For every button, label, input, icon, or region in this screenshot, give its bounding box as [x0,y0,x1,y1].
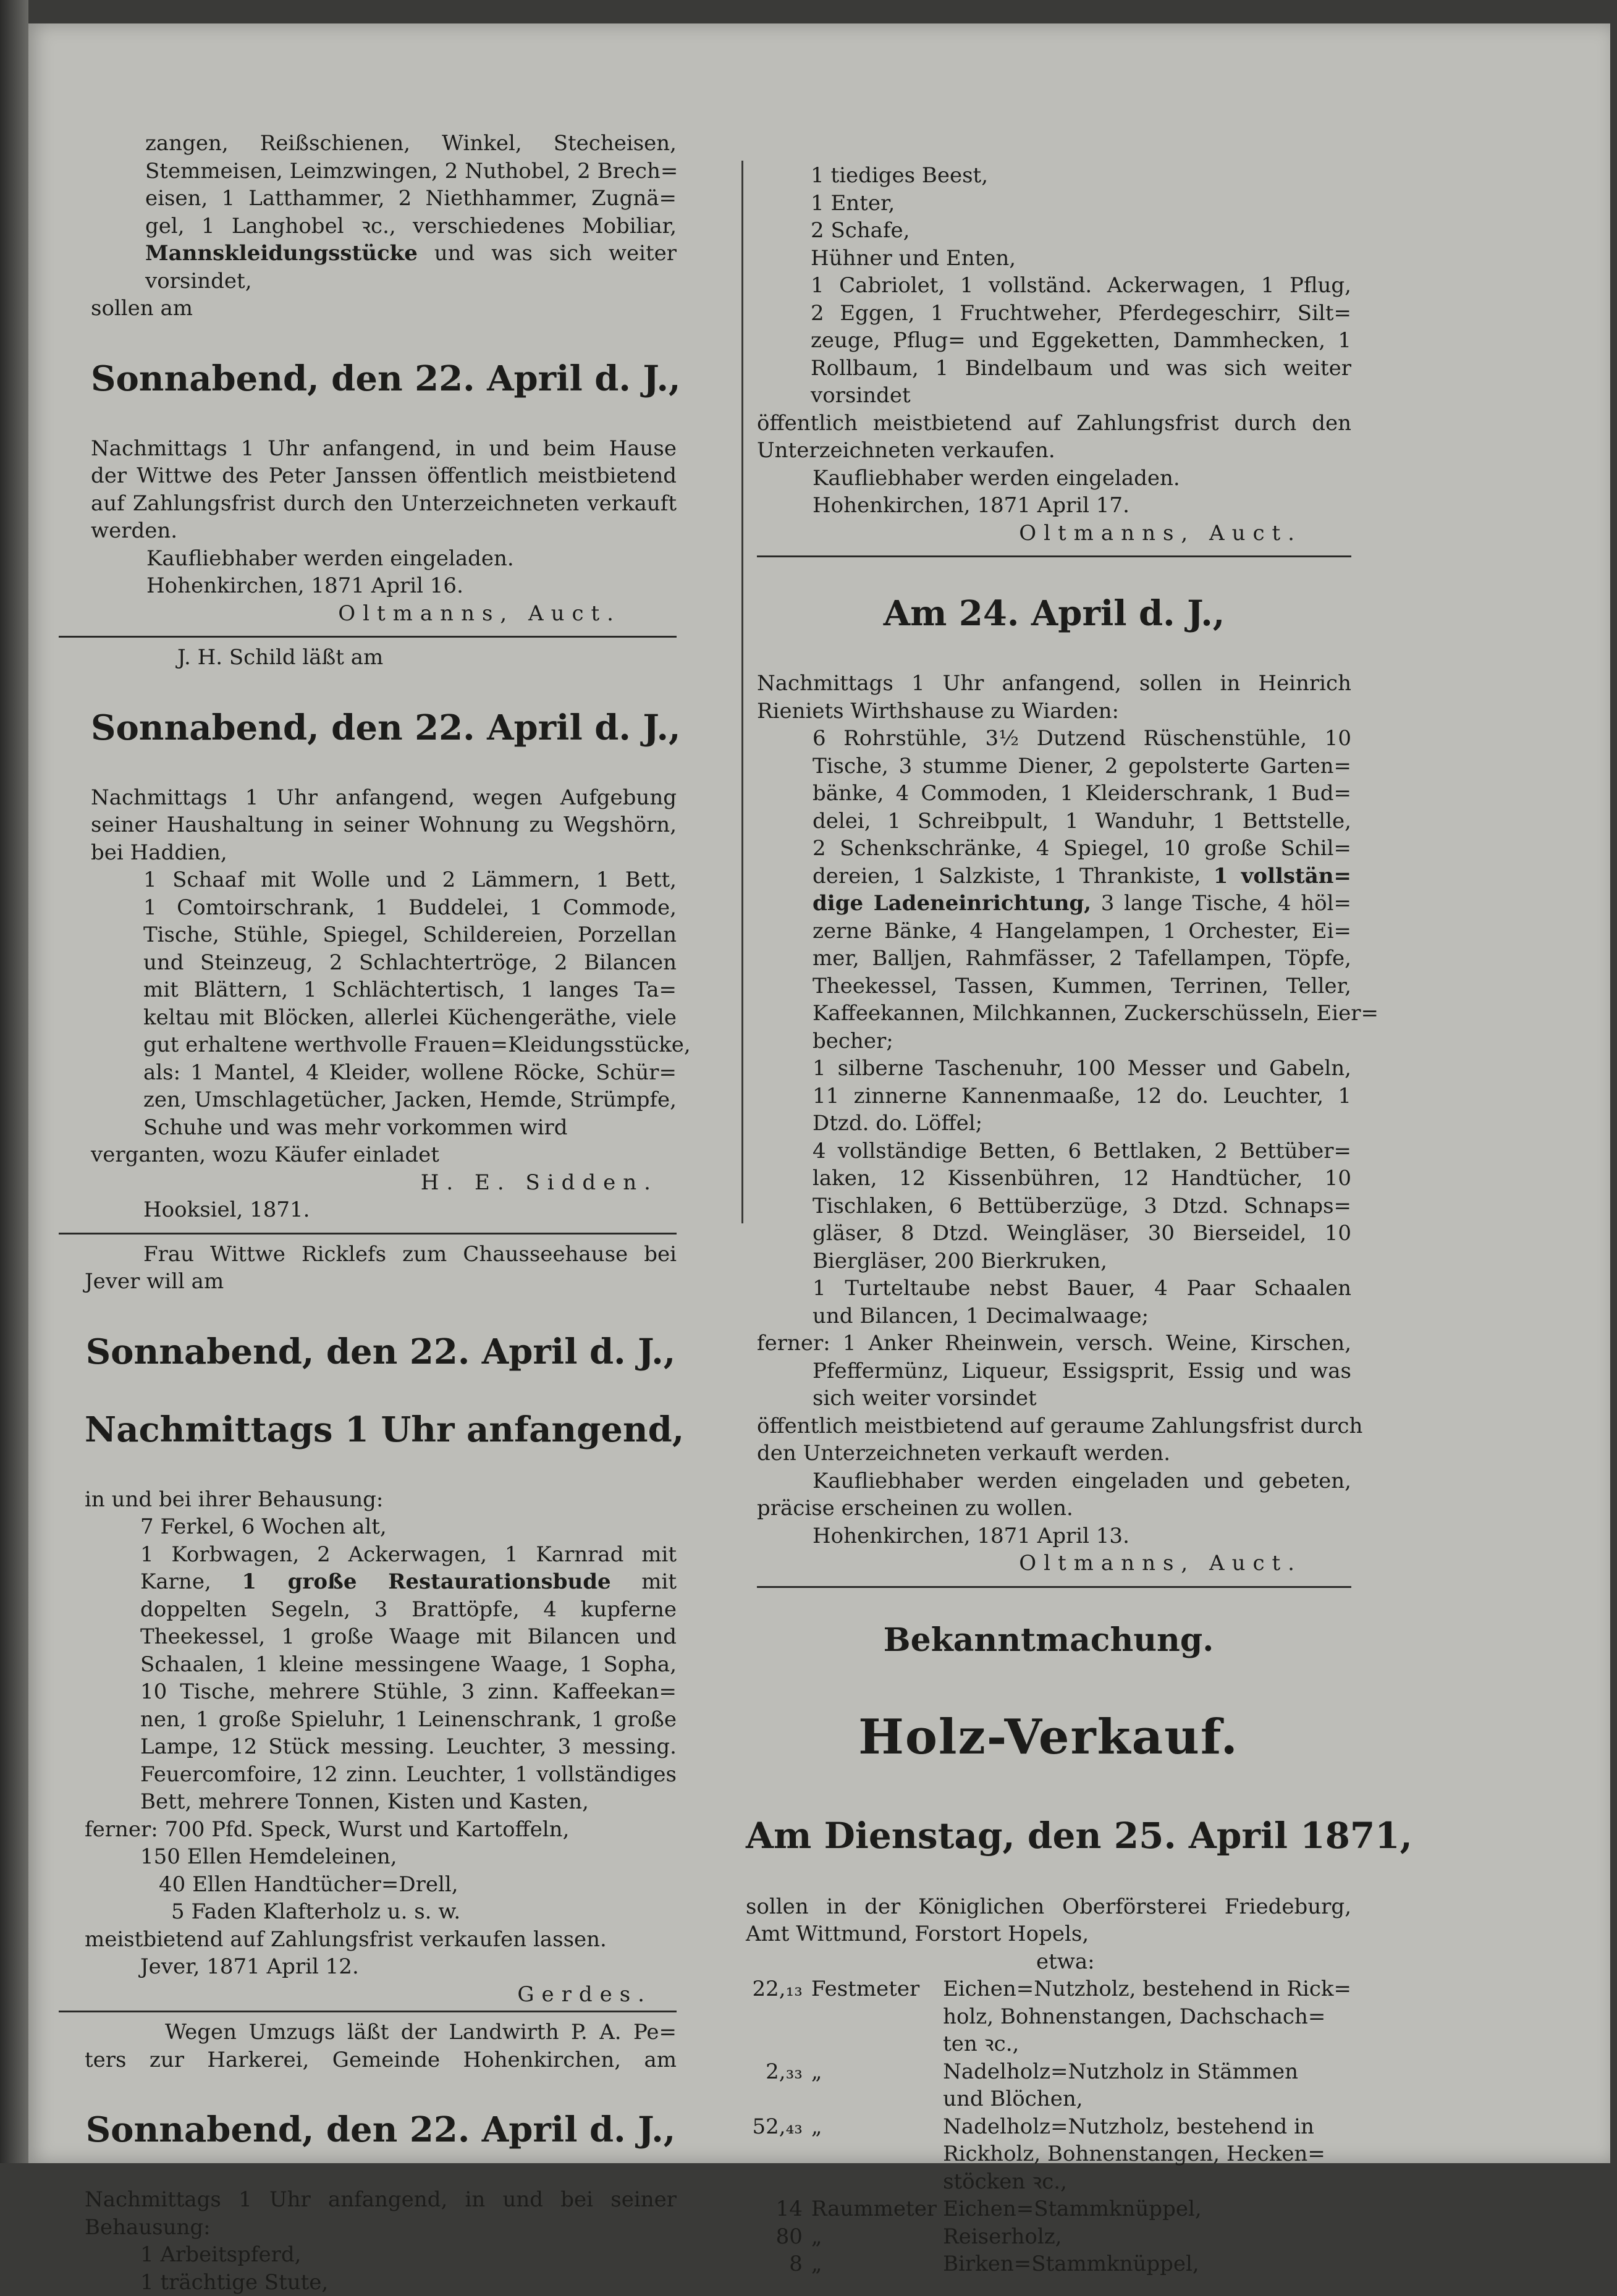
ad-line: Theekessel, Tassen, Kummen, Terrinen, Teller, [813,973,1351,1000]
ad-heading: Am 24. April d. J., [757,592,1351,635]
ad-line: Dtzd. do. Löffel; [813,1110,1351,1137]
ad-signature: Oltmanns, Auct. [757,1550,1351,1577]
ad-line: 1 Cabriolet, 1 vollständ. Ackerwagen, 1 Pflug, [811,272,1351,300]
ad-line: zen, Umschlagetücher, Jacken, Hemde, Strümpfe, [143,1086,677,1114]
ad-place-date: Hohenkirchen, 1871 April 17. [757,492,1351,520]
timber-table [746,1975,1351,2278]
ad-line: Nachmittags 1 Uhr anfangend, wegen Aufgebung [91,784,677,812]
ad-line: ferner: 700 Pfd. Speck, Wurst und Kartoffeln, [85,1816,677,1844]
ad-line: 1 Arbeitspferd, [85,2241,677,2269]
ad-line: 2 Schafe, [811,217,1351,245]
ad-line: zangen, Reißschienen, Winkel, Stecheisen, [145,130,677,158]
ad-line: Bett, mehrere Tonnen, Kisten und Kasten, [140,1788,677,1816]
auction-ad-oltmanns-april17 [721,162,1351,547]
timber-quantity [746,2003,803,2031]
ad-line: 11 zinnerne Kannenmaaße, 12 do. Leuchter, 1 [813,1083,1351,1110]
ad-heading: Nachmittags 1 Uhr anfangend, [85,1408,677,1451]
ad-intro: J. H. Schild läßt am [91,644,677,672]
ad-text: dereien, 1 Salzkiste, 1 Thrankiste, [813,864,1201,888]
right-column [721,162,1351,2278]
timber-row [746,2113,1351,2141]
timber-unit [803,2030,937,2058]
ad-line: Biergläser, 200 Bierkruken, [813,1247,1351,1275]
ad-line: der Wittwe des Peter Janssen öffentlich meistbietend [91,462,677,490]
ad-body [721,410,1351,547]
timber-quantity: 8 [746,2250,803,2278]
timber-row [746,2058,1351,2086]
ad-line: Nachmittags 1 Uhr anfangend, sollen in Heinrich [757,670,1351,698]
bold-word: Mannskleidungsstücke [145,241,418,266]
timber-quantity: 52,₄₃ [746,2113,803,2141]
ad-line: 4 vollständige Betten, 6 Bettlaken, 2 Bettüber= [813,1137,1351,1165]
ad-line: sollen am [91,295,677,323]
ad-place-date: Hohenkirchen, 1871 April 16. [91,572,677,600]
ad-line [813,890,1351,918]
ad-line: 1 trächtige Stute, [85,2269,677,2296]
ad-line: Behausung: [85,2214,677,2242]
ad-line: Theekessel, 1 große Waage mit Bilancen und [140,1623,677,1651]
ad-heading: Sonnabend, den 22. April d. J., [91,357,677,400]
ad-line [145,240,677,268]
ad-invite: Kaufliebhaber werden eingeladen. [757,465,1351,492]
ad-invite: Kaufliebhaber werden eingeladen. [91,545,677,573]
ad-line: meistbietend auf Zahlungsfrist verkaufen lassen. [85,1926,677,1954]
ad-line: 1 Enter, [811,190,1351,217]
ad-line: laken, 12 Kissenbühren, 12 Handtücher, 10 [813,1165,1351,1192]
ad-line [140,1568,677,1596]
ad-intro: Jever will am [85,1268,677,1296]
ad-line: 1 silberne Taschenuhr, 100 Messer und Gabeln, [813,1055,1351,1083]
timber-row [746,2030,1351,2058]
holz-verkauf-notice [721,1620,1351,2278]
timber-row [746,2223,1351,2251]
auction-ad-oltmanns-april16 [59,130,677,295]
ad-line: öffentlich meistbietend auf Zahlungsfrist durch den [757,410,1351,437]
ad-items [91,866,677,1141]
ad-separator [757,1586,1351,1588]
ad-intro: ters zur Harkerei, Gemeinde Hohenkirchen, am [85,2046,677,2074]
timber-unit [803,2003,937,2031]
timber-quantity [746,2085,803,2113]
notice-heading: Am Dienstag, den 25. April 1871, [746,1814,1351,1857]
ad-line: zeuge, Pflug= und Eggeketten, Dammhecken, 1 [811,327,1351,355]
auction-ad-peters [59,2019,677,2296]
ad-line: öffentlich meistbietend auf geraume Zahlungsfrist durch [757,1412,1351,1440]
ad-line: doppelten Segeln, 3 Brattöpfe, 4 kupferne [140,1596,677,1624]
timber-row [746,2250,1351,2278]
ad-line: 2 Eggen, 1 Fruchtweher, Pferdegeschirr, Silt= [811,300,1351,327]
ad-line: etwa: [746,1948,1351,1976]
timber-description: Eichen=Nutzholz, bestehend in Rick= [937,1975,1351,2003]
book-spine-edge [0,0,28,2163]
ad-line: als: 1 Mantel, 4 Kleider, wollene Röcke, Schür= [143,1059,677,1087]
ad-line: Feuercomfoire, 12 zinn. Leuchter, 1 vollständiges [140,1761,677,1789]
ad-line: bänke, 4 Commoden, 1 Kleiderschrank, 1 Bud= [813,780,1351,808]
timber-quantity: 80 [746,2223,803,2251]
timber-quantity: 14 [746,2195,803,2223]
ad-line: 1 Korbwagen, 2 Ackerwagen, 1 Karnrad mit [140,1541,677,1569]
timber-row [746,2168,1351,2196]
ad-line: bei Haddien, [91,839,677,867]
ad-line: sich weiter vorsindet [757,1385,1351,1412]
ad-heading: Sonnabend, den 22. April d. J., [85,2108,677,2151]
ad-line: werden. [91,517,677,545]
bold-text: 1 große Restaurationsbude [242,1569,610,1594]
ad-line: in und bei ihrer Behausung: [85,1486,677,1514]
ad-line: 1 tiediges Beest, [811,162,1351,190]
ad-line: Kaffeekannen, Milchkannen, Zuckerschüsseln, Eier= [813,1000,1351,1028]
ad-line: den Unterzeichneten verkauft werden. [757,1440,1351,1467]
ad-line: Tischlaken, 6 Bettüberzüge, 3 Dtzd. Schnaps= [813,1192,1351,1220]
bold-text: 1 vollstän= [1214,864,1351,888]
ad-line: keltau mit Blöcken, allerlei Küchengeräthe, viele [143,1004,677,1032]
ad-line [813,863,1351,890]
ad-line: Rollbaum, 1 Bindelbaum und was sich weiter [811,355,1351,382]
ad-items [721,162,1351,410]
timber-unit [803,2168,937,2196]
timber-unit: „ [803,2223,937,2251]
ad-line: 1 Comtoirschrank, 1 Buddelei, 1 Commode, [143,894,677,922]
timber-quantity [746,2030,803,2058]
ad-place-date: Hooksiel, 1871. [91,1196,677,1224]
ad-separator [59,2011,677,2012]
ad-text: Karne, [140,1569,211,1594]
ad-invite: präcise erscheinen zu wollen. [757,1495,1351,1522]
ad-heading: Sonnabend, den 22. April d. J., [91,706,677,749]
ad-line: Schaalen, 1 kleine messingene Waage, 1 Sopha, [140,1651,677,1679]
ad-line: Tische, Stühle, Spiegel, Schildereien, Porzellan [143,921,677,949]
ad-text: mit [641,1569,677,1594]
timber-row [746,2003,1351,2031]
ad-line: 40 Ellen Handtücher=Drell, [159,1871,677,1899]
timber-quantity [746,2140,803,2168]
auction-ad-rieniets [721,592,1351,1577]
ad-line: Stemmeisen, Leimzwingen, 2 Nuthobel, 2 Brech= [145,158,677,185]
ad-line: und Steinzeug, 2 Schlachtertröge, 2 Bilancen [143,949,677,977]
ad-items [85,1513,677,1816]
timber-unit: Festmeter [803,1975,937,2003]
ad-line: Schuhe und was mehr vorkommen wird [143,1114,677,1142]
ad-line: gläser, 8 Dtzd. Weingläser, 30 Bierseidel, 10 [813,1220,1351,1247]
ad-signature: H. E. Sidden. [91,1169,677,1197]
ad-line: Tische, 3 stumme Diener, 2 gepolsterte Garten= [813,753,1351,780]
timber-description: stöcken ꝛc., [937,2168,1351,2196]
timber-description: Rickholz, Bohnenstangen, Hecken= [937,2140,1351,2168]
ad-line: becher; [813,1028,1351,1055]
ad-line: 6 Rohrstühle, 3½ Dutzend Rüschenstühle, 10 [813,725,1351,753]
notice-subtitle: Holz-Verkauf. [746,1709,1351,1766]
ad-line: zerne Bänke, 4 Hangelampen, 1 Orchester, Ei= [813,918,1351,945]
ad-line: Lampe, 12 Stück messing. Leuchter, 3 messing. [140,1733,677,1761]
ad-line: Amt Wittmund, Forstort Hopels, [746,1920,1351,1948]
ad-signature: Gerdes. [85,1981,677,2009]
ad-signature: Oltmanns, Auct. [91,600,677,628]
ad-items [85,1843,677,1926]
timber-row [746,2085,1351,2113]
bold-text: dige Ladeneinrichtung, [813,891,1091,916]
ad-line: 5 Faden Klafterholz u. s. w. [159,1898,677,1926]
ad-separator [757,555,1351,557]
ad-line: 7 Ferkel, 6 Wochen alt, [140,1513,677,1541]
ad-place-date: Jever, 1871 April 12. [85,1953,677,1981]
timber-unit: „ [803,2250,937,2278]
ad-line: auf Zahlungsfrist durch den Unterzeichneten verkauft [91,490,677,518]
timber-description: Eichen=Stammknüppel, [937,2195,1351,2223]
ad-line: 1 Schaaf mit Wolle und 2 Lämmern, 1 Bett, [143,866,677,894]
ad-line: ferner: 1 Anker Rheinwein, versch. Weine, Kirschen, [757,1330,1351,1357]
timber-unit: „ [803,2058,937,2086]
ad-line: mer, Balljen, Rahmfässer, 2 Tafellampen, Töpfe, [813,945,1351,973]
timber-unit: Raummeter [803,2195,937,2223]
ad-signature: Oltmanns, Auct. [757,520,1351,547]
timber-description: holz, Bohnenstangen, Dachschach= [937,2003,1351,2031]
ad-line: eisen, 1 Latthammer, 2 Niethhammer, Zugnä= [145,185,677,213]
timber-description: Reiserholz, [937,2223,1351,2251]
timber-row [746,2140,1351,2168]
timber-table-body [746,1975,1351,2278]
ad-line: Pfeffermünz, Liqueur, Essigsprit, Essig und was [757,1357,1351,1385]
timber-description: Nadelholz=Nutzholz in Stämmen [937,2058,1351,2086]
ad-line: gel, 1 Langhobel ꝛc., verschiedenes Mobiliar, [145,213,677,240]
ad-separator [59,636,677,638]
timber-row [746,2195,1351,2223]
ad-line: und Bilancen, 1 Decimalwaage; [813,1302,1351,1330]
ad-invite: Kaufliebhaber werden eingeladen und gebeten, [757,1467,1351,1495]
ad-line: Nachmittags 1 Uhr anfangend, in und bei seiner [85,2186,677,2214]
ad-separator [59,1233,677,1235]
timber-description: und Blöchen, [937,2085,1351,2113]
timber-description: Birken=Stammknüppel, [937,2250,1351,2278]
timber-unit [803,2085,937,2113]
ad-line: mit Blättern, 1 Schlächtertisch, 1 langes Ta= [143,976,677,1004]
ad-line: Nachmittags 1 Uhr anfangend, in und beim Hause [91,435,677,463]
ad-intro: Frau Wittwe Ricklefs zum Chausseehause bei [85,1241,677,1268]
ad-intro: Wegen Umzugs läßt der Landwirth P. A. Pe= [85,2019,677,2046]
ad-line: 1 Turteltaube nebst Bauer, 4 Paar Schaalen [813,1275,1351,1302]
timber-quantity: 22,₁₃ [746,1975,803,2003]
ad-line: seiner Haushaltung in seiner Wohnung zu Wegshörn, [91,811,677,839]
timber-description: ten ꝛc., [937,2030,1351,2058]
timber-unit [803,2140,937,2168]
ad-line: sollen in der Königlichen Oberförsterei Friedeburg, [746,1893,1351,1921]
ad-line: gut erhaltene werthvolle Frauen=Kleidungsstücke, [143,1031,677,1059]
ad-line: verganten, wozu Käufer einladet [91,1141,677,1169]
left-column [59,130,677,2296]
timber-quantity: 2,₃₃ [746,2058,803,2086]
timber-quantity [746,2168,803,2196]
auction-ad-schild [59,644,677,1224]
ad-line: delei, 1 Schreibpult, 1 Wanduhr, 1 Bettstelle, [813,808,1351,835]
auction-ad-oltmanns-april16-body [59,295,677,627]
auction-ad-ricklefs [59,1241,677,2009]
notice-title: Bekanntmachung. [746,1620,1351,1661]
ad-text: und was sich weiter [434,241,677,266]
ad-line: 2 Schenkschränke, 4 Spiegel, 10 große Schil= [813,835,1351,863]
timber-unit: „ [803,2113,937,2141]
ad-line: 10 Tische, mehrere Stühle, 3 zinn. Kaffeekan= [140,1678,677,1706]
ad-text: 3 lange Tische, 4 höl= [1101,891,1351,916]
ad-line: Hühner und Enten, [811,245,1351,272]
ad-line: nen, 1 große Spieluhr, 1 Leinenschrank, 1 große [140,1706,677,1734]
timber-description: Nadelholz=Nutzholz, bestehend in [937,2113,1351,2141]
ad-line: Rieniets Wirthshause zu Wiarden: [757,698,1351,725]
ad-line: 150 Ellen Hemdeleinen, [140,1843,677,1871]
ad-heading: Sonnabend, den 22. April d. J., [85,1330,677,1374]
ad-line: Unterzeichneten verkaufen. [757,437,1351,465]
ad-place-date: Hohenkirchen, 1871 April 13. [757,1522,1351,1550]
ad-line: vorsindet, [145,268,677,295]
timber-row [746,1975,1351,2003]
ad-line: vorsindet [811,382,1351,410]
ad-items [757,725,1351,1330]
